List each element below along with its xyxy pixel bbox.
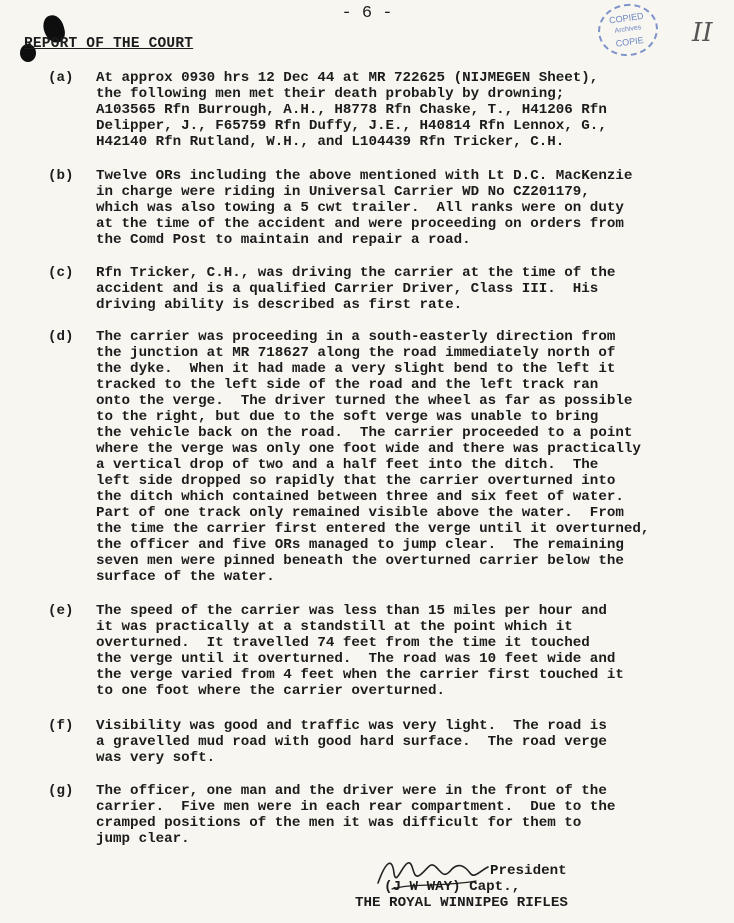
paragraph-e <box>48 603 728 699</box>
paragraph-text: The officer, one man and the driver were in the front of the carrier. Five men were in each rear compartment. Due to the cramped positions of the men it was difficult for them to jump clear. <box>96 783 616 847</box>
page-title: REPORT OF THE COURT <box>24 36 194 52</box>
signature-name: (J W WAY) Capt., <box>384 879 521 895</box>
stamp-line-3: COPIE <box>615 34 645 49</box>
paragraph-g <box>48 783 728 847</box>
paragraph-text: Visibility was good and traffic was very light. The road is a gravelled mud road with good hard surface. The road verge was very soft. <box>96 718 607 766</box>
paragraph-text: At approx 0930 hrs 12 Dec 44 at MR 722625 (NIJMEGEN Sheet), the following men met their death probably by drowning; A103565 Rfn Burrough, A.H., H8778 Rfn Chaske, T., H41206 Rfn Delipper, J., F65759 Rfn Duffy, J.E., H40814 Rfn Lennox, G., H42140 Rfn Rutland, W.H., and L104439 Rfn Tricker, C.H. <box>96 70 607 150</box>
margin-mark: II <box>692 18 713 48</box>
paragraph-label: (g) <box>48 783 74 799</box>
paragraph-b <box>48 168 728 248</box>
paragraph-label: (a) <box>48 70 74 86</box>
paragraph-d <box>48 329 728 585</box>
paragraph-label: (f) <box>48 718 74 734</box>
paragraph-c <box>48 265 728 313</box>
stamp-line-2: Archives <box>614 24 642 35</box>
paragraph-text: Rfn Tricker, C.H., was driving the carrier at the time of the accident and is a qualified Carrier Driver, Class III. His driving ability is described as first rate. <box>96 265 616 313</box>
paragraph-label: (c) <box>48 265 74 281</box>
stamp-line-1: COPIED <box>608 10 645 26</box>
paragraph-label: (e) <box>48 603 74 619</box>
paragraph-text: The carrier was proceeding in a south-easterly direction from the junction at MR 718627 along the road immediately north of the dyke. When it had made a very slight bend to the left it tracked to the left side of the road and the left track ran onto the verge. The driver turned the wheel as far as possible to the right, but due to the soft verge was unable to bring the vehicle back on the road. The carrier proceeded to a point where the verge was only one foot wide and there was practically a vertical drop of two and a half feet into the ditch. The left side dropped so rapidly that the carrier overturned into the ditch which contained between three and six feet of water. Part of one track only remained visible above the water. From the time the carrier first entered the verge until it overturned, the officer and five ORs managed to jump clear. The remaining seven men were pinned beneath the overturned carrier below the surface of the water. <box>96 329 650 585</box>
signature-unit: THE ROYAL WINNIPEG RIFLES <box>355 895 568 911</box>
page-number: - 6 - <box>341 4 393 23</box>
paragraph-label: (d) <box>48 329 74 345</box>
paragraph-label: (b) <box>48 168 74 184</box>
paragraph-text: Twelve ORs including the above mentioned with Lt D.C. MacKenzie in charge were riding in Universal Carrier WD No CZ201179, which was also towing a 5 cwt trailer. All ranks were on duty at the time of the accident and were proceeding on orders from the Comd Post to maintain and repair a road. <box>96 168 633 248</box>
paragraph-a <box>48 70 728 150</box>
paragraph-f <box>48 718 728 766</box>
paragraph-text: The speed of the carrier was less than 15 miles per hour and it was practically at a standstill at the point which it overturned. It travelled 74 feet from the time it touched the verge until it overturned. The road was 10 feet wide and the verge varied from 4 feet when the carrier first touched it to one foot where the carrier overturned. <box>96 603 624 699</box>
signature-role: President <box>490 863 567 879</box>
